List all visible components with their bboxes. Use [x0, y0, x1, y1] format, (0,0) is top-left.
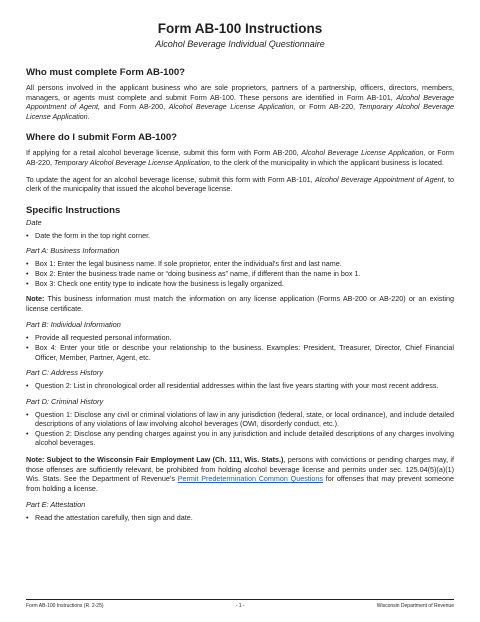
list-item: [26, 259, 454, 269]
date-subheading: Date: [26, 217, 42, 227]
bullet-icon: •: [26, 278, 29, 288]
bullet-icon: •: [26, 259, 29, 269]
permit-predetermination-link[interactable]: Permit Predetermination Common Questions: [177, 474, 323, 484]
where-paragraph-1: If applying for a retail alcohol beverage license, submit this form with Form AB-200, Alcohol Beverage License Application, or Form AB-220, Temporary Alcohol Beverage License Application, to the clerk of the municipality in which the applicant business is located.: [26, 148, 454, 167]
who-heading: Who must complete Form AB-100?: [26, 67, 186, 78]
bullet-icon: •: [26, 230, 29, 240]
footer-form-id: Form AB-100 Instructions (R. 2-25): [26, 603, 104, 609]
part-b-list: [26, 333, 454, 362]
list-item-text: Box 4: Enter your title or describe your relationship to the business. Examples: President, Treasurer, Director, Chief Financial Officer, Member, Partner, Agent, etc.: [35, 342, 454, 362]
specific-instructions-heading: Specific Instructions: [26, 204, 121, 216]
part-d-subheading: Part D: Criminal History: [26, 396, 104, 406]
note-business-info: Note: This business information must match the information on any license application (Forms AB-200 or AB-220) or an existing license certificate.: [26, 294, 454, 313]
list-item-text: Provide all requested personal information.: [35, 333, 172, 343]
instructions-page: [26, 20, 454, 523]
part-e-subheading: Part E: Attestation: [26, 500, 86, 510]
footer-department: Wisconsin Department of Revenue: [376, 603, 454, 609]
footer-page-number: - 1 -: [235, 603, 245, 609]
part-c-subheading: Part C: Address History: [26, 368, 103, 378]
list-item: [26, 381, 454, 391]
bullet-icon: •: [26, 428, 29, 438]
list-item-text: Question 2: Disclose any pending charges against you in any jurisdiction and include detailed descriptions of any charges involving alcohol beverages.: [35, 428, 454, 448]
part-a-subheading: Part A: Business Information: [26, 246, 120, 256]
list-item: [26, 231, 454, 241]
list-item: [26, 333, 454, 343]
list-item: [26, 429, 454, 448]
page-footer: [26, 599, 454, 610]
page-title: Form AB-100 Instructions: [157, 21, 323, 36]
list-item: [26, 410, 454, 429]
list-item: [26, 279, 454, 289]
part-d-list: [26, 410, 454, 448]
list-item-text: Read the attestation carefully, then sign and date.: [35, 513, 193, 523]
bullet-icon: •: [26, 268, 29, 278]
who-paragraph: All persons involved in the applicant business who are sole proprietors, partners of a partnership, officers, directors, members, managers, or agents must complete and submit Form AB-100. These persons are identified in Form AB-101, Alcohol Beverage Appointment of Agent, and Form AB-200, Alcohol Beverage License Application, or Form AB-220, Temporary Alcohol Beverage License Application.: [26, 83, 455, 121]
note-fair-employment: Note: Subject to the Wisconsin Fair Employment Law (Ch. 111, Wis. Stats.), persons with convictions or pending charges may, if those offenses are sufficiently relevant, be prohibited from holding alcohol beverage license and permits under sec. 125.04(5)(a)(1) Wis. Stats. See the Department of Revenue’s Permit Predetermination Common Questions for offenses that may prevent someone from holding a license.: [26, 455, 455, 493]
where-paragraph-2: To update the agent for an alcohol beverage license, submit this form with Form AB-101, Alcohol Beverage Appointment of Agent, to clerk of the municipality that issued the alcohol beverage license.: [26, 174, 454, 194]
list-item: [26, 269, 454, 279]
list-item-text: Box 3: Check one entity type to indicate how the business is legally organized.: [35, 278, 284, 288]
page-subtitle: Alcohol Beverage Individual Questionnaire: [155, 39, 325, 49]
bullet-icon: •: [26, 342, 29, 352]
list-item: [26, 343, 454, 362]
bullet-icon: •: [26, 409, 29, 419]
list-item-text: Question 1: Disclose any civil or criminal violations of law in any jurisdiction (federal, state, or local ordinance), and include detailed descriptions of any violations of law involving alcohol beverages (OWI, disorderly conduct, etc.).: [35, 409, 454, 429]
date-list: [26, 231, 454, 241]
list-item-text: Box 2: Enter the business trade name or “doing business as” name, if different than the name in box 1.: [35, 268, 361, 278]
list-item: [26, 513, 454, 523]
bullet-icon: •: [26, 513, 29, 523]
list-item-text: Question 2: List in chronological order all residential addresses within the last five years starting with your most recent address.: [35, 381, 439, 391]
bullet-icon: •: [26, 381, 29, 391]
where-heading: Where do I submit Form AB-100?: [26, 132, 178, 144]
part-c-list: [26, 381, 454, 391]
list-item-text: Date the form in the top right corner.: [35, 230, 151, 240]
part-b-subheading: Part B: Individual Information: [26, 320, 121, 330]
part-a-list: [26, 259, 454, 288]
list-item-text: Box 1: Enter the legal business name. If sole proprietor, enter the individual’s first and last name.: [35, 259, 342, 269]
bullet-icon: •: [26, 333, 29, 343]
part-e-list: [26, 513, 454, 523]
